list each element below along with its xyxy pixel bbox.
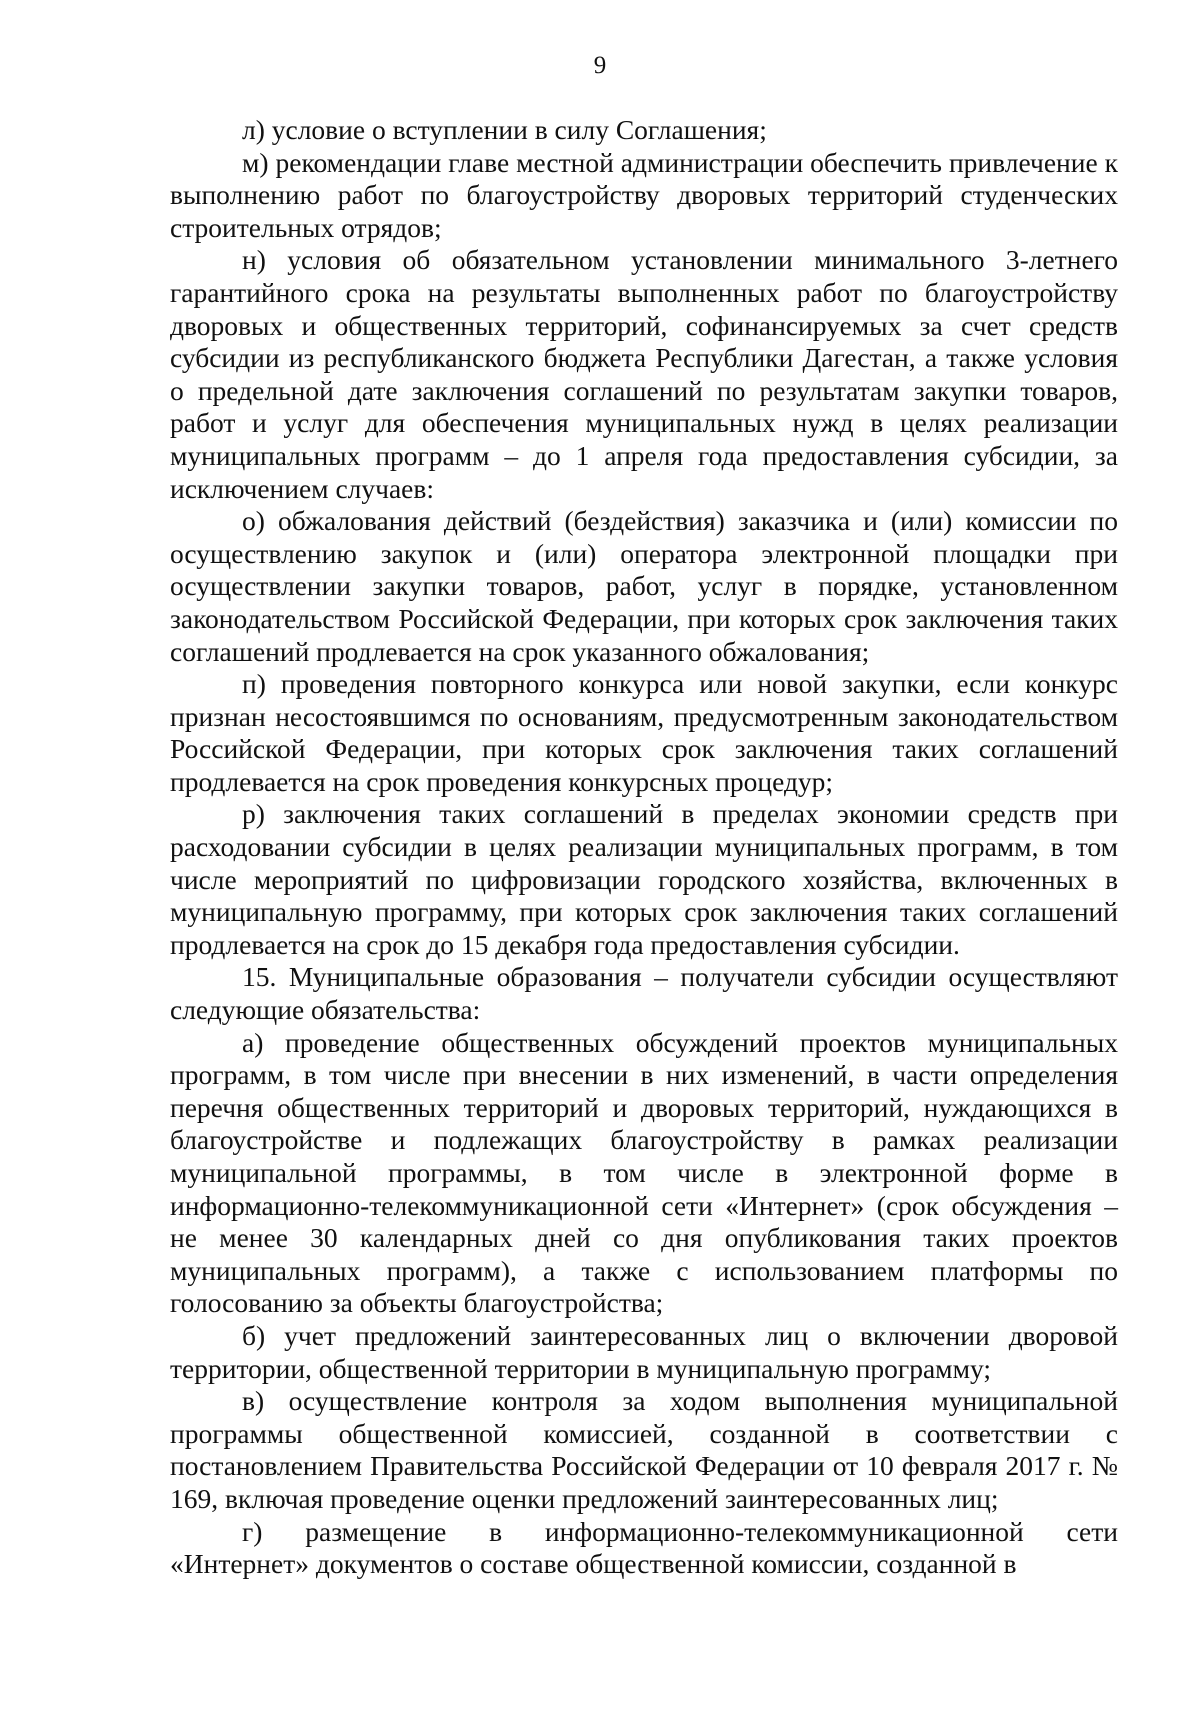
paragraph-a: а) проведение общественных обсуждений проектов муниципальных программ, в том числе при внесении в них изменений, в части определения перечня общественных территорий и дворовых территорий, нуждающихся в благоустройстве и подлежащих благоустройству в рамках реализации муниципальной программы, в том числе в электронной форме в информационно-телекоммуникационной сети «Интернет» (срок обсуждения – не менее 30 календарных дней со дня опубликования таких проектов муниципальных программ), а также с использованием платформы по голосованию за объекты благоустройства; (170, 1026, 1118, 1319)
paragraph-p: п) проведения повторного конкурса или новой закупки, если конкурс признан несостоявшимся по основаниям, предусмотренным законодательством Российской Федерации, при которых срок заключения таких соглашений продлевается на срок проведения конкурсных процедур; (170, 668, 1118, 797)
paragraph-o: о) обжалования действий (бездействия) заказчика и (или) комиссии по осуществлению закупок и (или) оператора электронной площадки при осуществлении закупки товаров, работ, услуг в порядке, установленном законодательством Российской Федерации, при которых срок заключения таких соглашений продлевается на срок указанного обжалования; (170, 505, 1118, 667)
paragraph-15: 15. Муниципальные образования – получатели субсидии осуществляют следующие обязательства: (170, 961, 1118, 1026)
paragraph-b: б) учет предложений заинтересованных лиц о включении дворовой территории, общественной территории в муниципальную программу; (170, 1319, 1118, 1384)
document-body (170, 114, 1118, 1581)
paragraph-v: в) осуществление контроля за ходом выполнения муниципальной программы общественной комиссией, созданной в соответствии с постановлением Правительства Российской Федерации от 10 февраля 2017 г. № 169, включая проведение оценки предложений заинтересованных лиц; (170, 1385, 1118, 1514)
paragraph-l: л) условие о вступлении в силу Соглашения; (242, 114, 767, 145)
paragraph-g: г) размещение в информационно-телекоммуникационной сети «Интернет» документов о составе общественной комиссии, созданной в (170, 1515, 1118, 1580)
paragraph-m: м) рекомендации главе местной администрации обеспечить привлечение к выполнению работ по благоустройству дворовых территорий студенческих строительных отрядов; (170, 146, 1118, 243)
paragraph-r: р) заключения таких соглашений в пределах экономии средств при расходовании субсидии в целях реализации муниципальных программ, в том числе мероприятий по цифровизации городского хозяйства, включенных в муниципальную программу, при которых срок заключения таких соглашений продлевается на срок до 15 декабря года предоставления субсидии. (170, 798, 1118, 960)
paragraph-n: н) условия об обязательном установлении минимального 3-летнего гарантийного срока на результаты выполненных работ по благоустройству дворовых и общественных территорий, софинансируемых за счет средств субсидии из республиканского бюджета Республики Дагестан, а также условия о предельной дате заключения соглашений по результатам закупки товаров, работ и услуг для обеспечения муниципальных нужд в целях реализации муниципальных программ – до 1 апреля года предоставления субсидии, за исключением случаев: (170, 244, 1118, 504)
page-number: 9 (593, 52, 607, 79)
